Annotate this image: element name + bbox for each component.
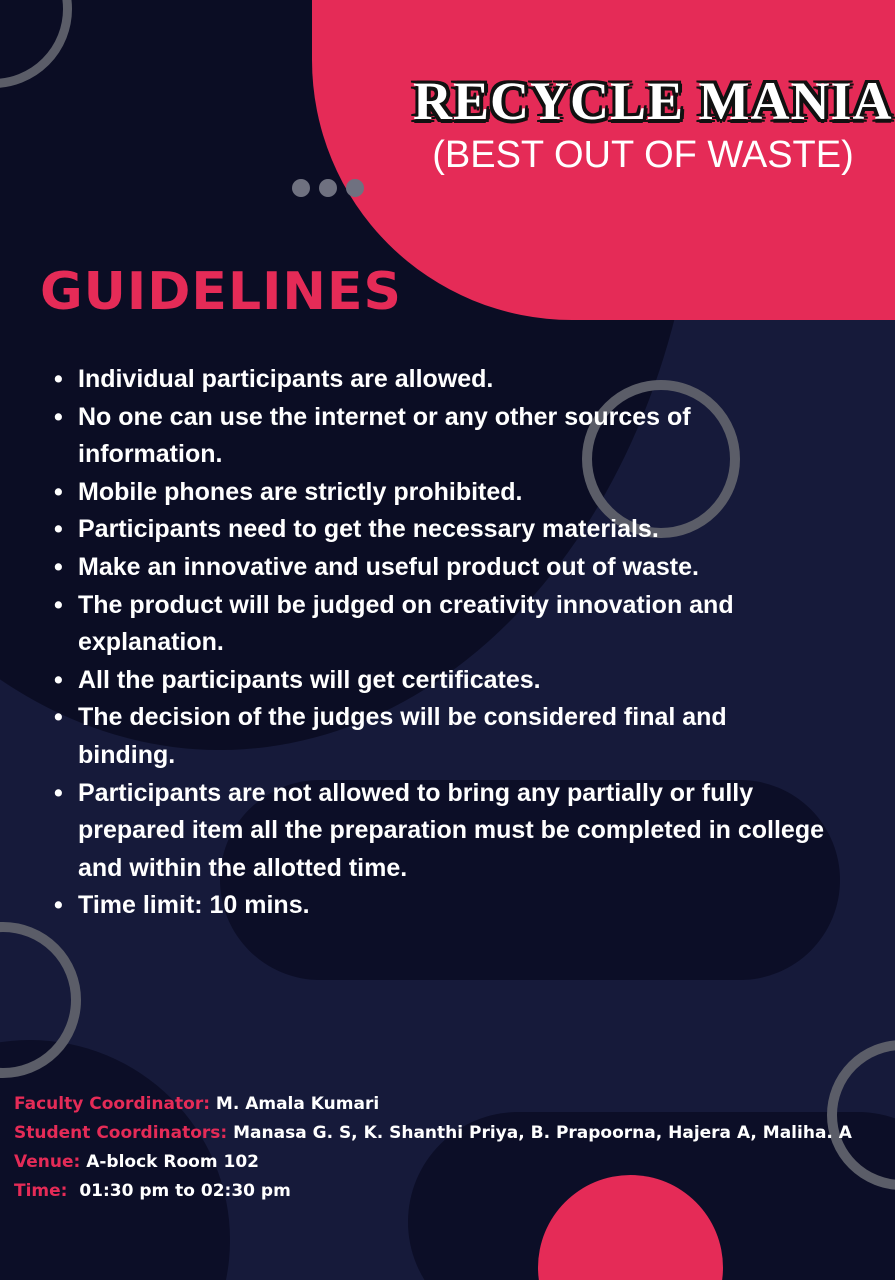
guideline-text: All the participants will get certificates. [78, 665, 541, 694]
student-coordinators-row [14, 1119, 852, 1148]
faculty-coordinator-row [14, 1090, 852, 1119]
guideline-text: Time limit: 10 mins. [78, 891, 310, 920]
event-details [14, 1090, 852, 1206]
student-coordinators-label: Student Coordinators: [14, 1123, 228, 1143]
bullet-icon: • [54, 515, 63, 544]
guideline-text: The product will be judged on creativity innovation and explanation. [78, 590, 734, 657]
time-value: 01:30 pm to 02:30 pm [79, 1181, 291, 1201]
guideline-item [54, 662, 829, 700]
guideline-text: Make an innovative and useful product out of waste. [78, 552, 699, 581]
venue-row [14, 1148, 852, 1177]
bullet-icon: • [54, 477, 63, 506]
faculty-coordinator-value: M. Amala Kumari [215, 1094, 380, 1114]
student-coordinators-value: Manasa G. S, K. Shanthi Priya, B. Prapoorna, Hajera A, Maliha. A [233, 1123, 852, 1143]
bullet-icon: • [54, 402, 63, 431]
guideline-item [54, 549, 829, 587]
event-title: RECYCLE MANIA [413, 71, 893, 131]
event-subtitle: (BEST OUT OF WASTE) [432, 134, 854, 176]
dot-icon [292, 179, 310, 197]
guideline-item [54, 361, 829, 399]
bullet-icon: • [54, 891, 63, 920]
guideline-text: Mobile phones are strictly prohibited. [78, 477, 523, 506]
guideline-text: Participants are not allowed to bring any partially or fully prepared item all the preparation must be completed in college and within the allotted time. [78, 778, 825, 882]
bullet-icon: • [54, 778, 63, 807]
dot-icon [319, 179, 337, 197]
faculty-coordinator-label: Faculty Coordinator: [14, 1094, 210, 1114]
guideline-item [54, 775, 829, 888]
guideline-text: Individual participants are allowed. [78, 365, 494, 393]
venue-label: Venue: [14, 1152, 81, 1172]
guidelines-list [54, 361, 829, 925]
guideline-item [54, 399, 829, 474]
venue-value: A-block Room 102 [86, 1152, 259, 1172]
guideline-text: The decision of the judges will be considered final and binding. [78, 703, 727, 769]
guideline-text: Participants need to get the necessary materials. [78, 515, 659, 544]
guideline-item [54, 511, 829, 549]
dots-decoration [292, 179, 364, 197]
guideline-item [54, 887, 829, 925]
guideline-text: No one can use the internet or any other sources of information. [78, 402, 691, 469]
bullet-icon: • [54, 365, 63, 393]
event-title-block [413, 71, 893, 176]
guideline-item [54, 474, 829, 512]
dot-icon [346, 179, 364, 197]
guideline-item [54, 699, 829, 774]
guidelines-heading: GUIDELINES [40, 262, 402, 322]
time-label: Time: [14, 1181, 68, 1201]
bullet-icon: • [54, 552, 63, 581]
guideline-item [54, 587, 829, 662]
time-row [14, 1177, 852, 1206]
bullet-icon: • [54, 703, 63, 732]
bullet-icon: • [54, 590, 63, 619]
bullet-icon: • [54, 665, 63, 694]
